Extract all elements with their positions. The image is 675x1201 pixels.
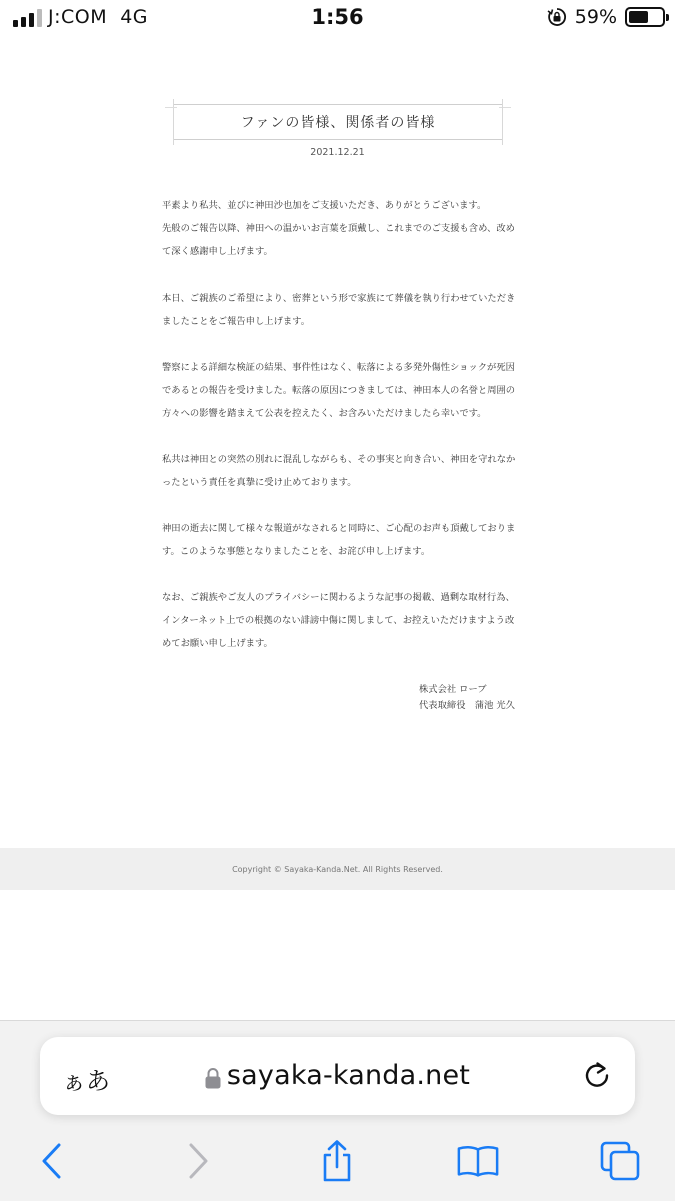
- status-right: [547, 6, 665, 28]
- representative-name: 代表取締役 蒲池 光久: [419, 700, 515, 711]
- text-size-button[interactable]: ぁあ: [62, 1067, 110, 1095]
- tabs-icon: [599, 1140, 641, 1182]
- browser-bottom-bar: [0, 1020, 675, 1201]
- back-icon: [40, 1142, 64, 1180]
- carrier-name: J:COM: [48, 6, 108, 28]
- padlock-icon: [205, 1067, 221, 1089]
- post-date: 2021.12.21: [310, 147, 365, 158]
- title-frame-line: [499, 107, 511, 108]
- paragraph-4: [162, 448, 522, 494]
- tabs-button[interactable]: [598, 1139, 642, 1183]
- paragraph-1: [162, 194, 522, 263]
- paragraph-text: 平素より私共、並びに神田沙也加をご支援いただき、ありがとうございます。 先般のご報告以降、神田への温かいお言葉を頂戴し、これまでのご支援も含め、改めて深く感謝申し上げます。: [162, 200, 515, 257]
- forward-icon: [186, 1142, 210, 1180]
- paragraph-text: 神田の逝去に関して様々な報道がなされると同時に、ご心配のお声も頂戴しております。このような事態となりましたことを、お詫び申し上げます。: [162, 523, 516, 557]
- battery-icon: [625, 7, 665, 27]
- title-frame-line: [165, 107, 177, 108]
- page-footer: [0, 848, 675, 890]
- url-text: sayaka-kanda.net: [226, 1060, 471, 1091]
- paragraph-text: 警察による詳細な検証の結果、事件性はなく、転落による多発外傷性ショックが死因であるとの報告を受けました。転落の原因につきましては、神田本人の名誉と周囲の方々への影響を踏まえて公表を控えたく、お含みいただけましたら幸いです。: [162, 362, 516, 419]
- battery-fill: [629, 11, 648, 23]
- battery-percent: 59%: [574, 6, 617, 28]
- orientation-lock-icon: [547, 7, 567, 27]
- status-bar: [0, 0, 675, 37]
- paragraph-2: [162, 287, 522, 333]
- paragraph-3: [162, 356, 522, 425]
- title-frame: [173, 104, 503, 140]
- status-time: 1:56: [311, 5, 364, 29]
- browser-toolbar: [0, 1131, 675, 1191]
- paragraph-text: 本日、ご親族のご希望により、密葬という形で家族にて葬儀を執り行わせていただきましたことをご報告申し上げます。: [162, 293, 516, 327]
- paragraph-text: 私共は神田との突然の別れに混乱しながらも、その事実と向き合い、神田を守れなかったという責任を真摯に受け止めております。: [162, 454, 516, 488]
- share-icon: [319, 1139, 355, 1183]
- network-type: 4G: [120, 6, 149, 28]
- bookmarks-icon: [456, 1143, 500, 1179]
- forward-button[interactable]: [176, 1139, 220, 1183]
- paragraph-text: なお、ご親族やご友人のプライバシーに関わるような記事の掲載、過剰な取材行為、インターネット上での根拠のない誹謗中傷に関しまして、お控えいただけますよう改めてお願い申し上げます。: [162, 592, 515, 649]
- paragraph-5: [162, 517, 522, 563]
- reload-icon[interactable]: [581, 1059, 613, 1091]
- copyright-text: Copyright © Sayaka-Kanda.Net. All Rights Reserved.: [232, 865, 443, 874]
- paragraph-6: [162, 586, 522, 655]
- bookmarks-button[interactable]: [456, 1139, 500, 1183]
- page-title: ファンの皆様、関係者の皆様: [240, 115, 436, 131]
- signature-block: [419, 682, 515, 714]
- web-page: [0, 36, 675, 848]
- back-button[interactable]: [30, 1139, 74, 1183]
- company-name: 株式会社 ローブ: [419, 684, 487, 695]
- address-bar[interactable]: [40, 1037, 635, 1115]
- share-button[interactable]: [315, 1139, 359, 1183]
- url-field[interactable]: [40, 1060, 635, 1091]
